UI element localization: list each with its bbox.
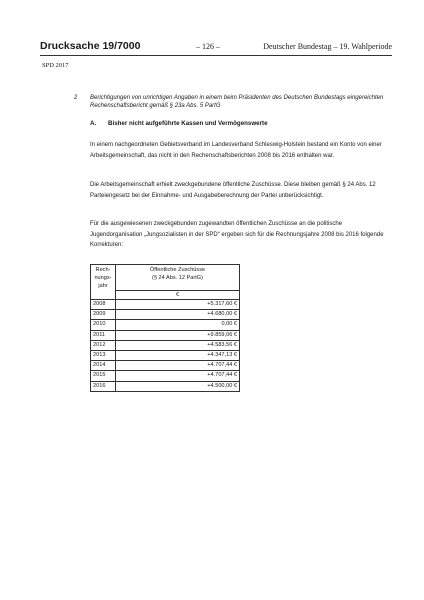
- year-cell: 2014: [91, 361, 116, 371]
- header-divider: [40, 55, 392, 56]
- table-row: [91, 371, 240, 381]
- document-number: [40, 40, 140, 52]
- table-row: [91, 361, 240, 371]
- amount-cell: +4.500,00 €: [116, 381, 240, 391]
- table-row: [91, 320, 240, 330]
- document-number-value: 7000: [117, 40, 141, 52]
- year-cell: 2011: [91, 330, 116, 340]
- page-number: – 126 –: [196, 42, 220, 51]
- table-row: [91, 381, 240, 391]
- year-cell: 2009: [91, 310, 116, 320]
- paragraph-3: Für die ausgewiesenen zweckgebunden zugewandten öffentlichen Zuschüsse an die politische Jugendorganisation „Jungsozialisten in der SPD“ ergeben sich für die Rechnungsjahre 2008 bis 2016 folgende Korrekturen:: [90, 221, 384, 248]
- section-number: 2: [74, 95, 78, 101]
- page-header: [40, 40, 392, 53]
- year-cell: 2012: [91, 340, 116, 350]
- amount-cell: +4.707,44 €: [116, 361, 240, 371]
- year-cell: 2010: [91, 320, 116, 330]
- amount-cell: +5.317,60 €: [116, 300, 240, 310]
- currency-label: €: [116, 291, 240, 300]
- year-cell: 2016: [91, 381, 116, 391]
- amount-cell: +4.680,00 €: [116, 310, 240, 320]
- party-label: SPD 2017: [42, 62, 69, 69]
- parliament-period: Deutscher Bundestag – 19. Wahlperiode: [263, 42, 392, 51]
- table-row: [91, 300, 240, 310]
- amount-cell: +4.583,56 €: [116, 340, 240, 350]
- table-row: [91, 340, 240, 350]
- amount-cell: +4.707,44 €: [116, 371, 240, 381]
- paragraph-1: In einem nachgeordneten Gebietsverband im Landesverband Schleswig-Holstein bestand ein Konto von einer Arbeitsgemeinschaft, das nicht in den Rechenschaftsberichten 2008 bis 2016 enthalten war.: [90, 142, 382, 159]
- year-cell: 2008: [91, 300, 116, 310]
- table-row: [91, 310, 240, 320]
- year-cell: 2015: [91, 371, 116, 381]
- document-number-prefix: Drucksache 19/: [40, 40, 118, 52]
- amount-cell: +4.347,13 €: [116, 350, 240, 360]
- subsidy-column-header: Öffentliche Zuschüsse (§ 24 Abs. 12 PartG): [116, 265, 240, 291]
- subsection-title: Bisher nicht aufgeführte Kassen und Vermögenswerte: [108, 120, 268, 127]
- year-cell: 2013: [91, 350, 116, 360]
- amount-cell: 0,00 €: [116, 320, 240, 330]
- table-row: [91, 350, 240, 360]
- subsection-heading: [90, 120, 268, 127]
- paragraph-2: Die Arbeitsgemeinschaft erhielt zweckgebundene öffentliche Zuschüsse. Diese bleiben gemäß § 24 Abs. 12 Parteiengesetz bei der Einnahme- und Ausgabeberechnung der Partei unberücksichtigt.: [90, 182, 376, 199]
- year-column-header: Rech- nungs- jahr: [91, 265, 116, 300]
- subsection-label: A.: [90, 120, 97, 127]
- table-header-row: [91, 265, 240, 291]
- corrections-table: [90, 264, 240, 392]
- table-row: [91, 330, 240, 340]
- amount-cell: +9.859,06 €: [116, 330, 240, 340]
- section-title: Berichtigungen von unrichtigen Angaben in einem beim Präsidenten des Deutschen Bundestags eingereichten Rechenschaftsbericht gemäß § 23a Abs. 5 PartG: [90, 95, 384, 109]
